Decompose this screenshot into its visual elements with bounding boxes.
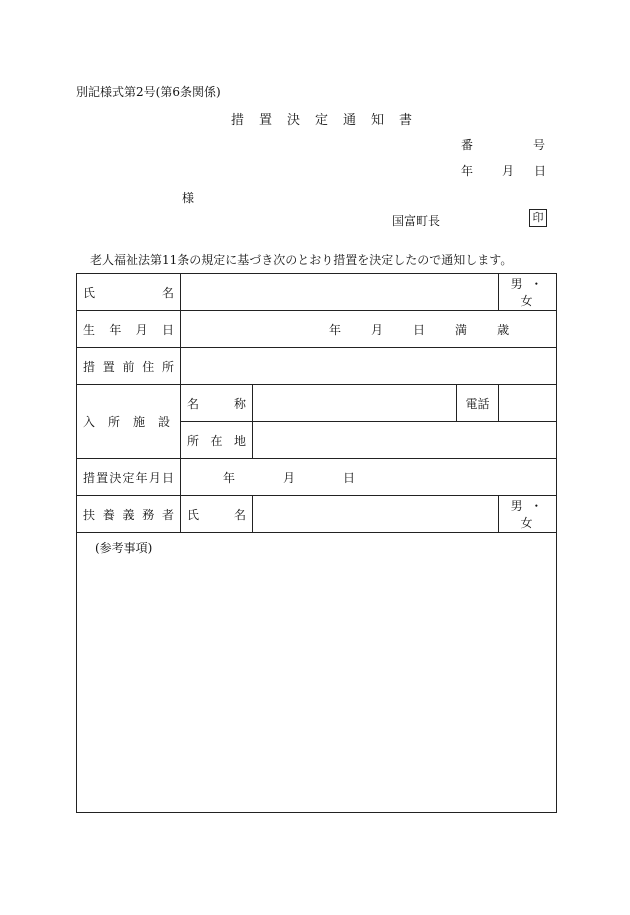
name-field[interactable] bbox=[181, 274, 499, 311]
birthdate-label: 生年月日 bbox=[77, 311, 181, 348]
row-birthdate bbox=[77, 311, 557, 348]
guardian-name-label: 氏名 bbox=[181, 496, 253, 533]
gender-field[interactable]: 男 ・ 女 bbox=[499, 274, 557, 311]
guardian-gender-field[interactable]: 男 ・ 女 bbox=[499, 496, 557, 533]
number-suffix: 号 bbox=[533, 138, 546, 152]
decision-day: 日 bbox=[343, 470, 356, 485]
row-decision-date bbox=[77, 459, 557, 496]
number-label: 番 bbox=[461, 138, 474, 152]
row-prev-address bbox=[77, 348, 557, 385]
day-label: 日 bbox=[534, 164, 547, 178]
row-guardian bbox=[77, 496, 557, 533]
remarks-field[interactable] bbox=[77, 533, 557, 813]
prev-address-field[interactable] bbox=[181, 348, 557, 385]
phone-field[interactable] bbox=[499, 385, 557, 422]
decision-month: 月 bbox=[283, 470, 296, 485]
name-label: 氏名 bbox=[77, 274, 181, 311]
decision-year: 年 bbox=[223, 470, 236, 485]
form-reference: 別記様式第2号(第6条関係) bbox=[76, 85, 221, 99]
seal-stamp: 印 bbox=[529, 209, 547, 227]
guardian-label: 扶養義務者 bbox=[77, 496, 181, 533]
decision-date-field[interactable] bbox=[181, 459, 557, 496]
prev-address-label: 措置前住所 bbox=[77, 348, 181, 385]
notice-form-table bbox=[76, 273, 557, 813]
birth-year: 年 bbox=[329, 322, 342, 337]
row-facility-name bbox=[77, 385, 557, 422]
month-label: 月 bbox=[502, 164, 515, 178]
issue-date bbox=[461, 162, 546, 179]
guardian-name-field[interactable] bbox=[253, 496, 499, 533]
document-title: 措置決定通知書 bbox=[231, 113, 428, 128]
phone-label: 電話 bbox=[457, 385, 499, 422]
decision-date-label: 措置決定年月日 bbox=[77, 459, 181, 496]
birthdate-field[interactable] bbox=[181, 311, 557, 348]
facility-label: 入所施設 bbox=[77, 385, 181, 459]
row-name bbox=[77, 274, 557, 311]
remarks-label: (参考事項) bbox=[95, 541, 153, 555]
issuer-name: 国富町長 bbox=[392, 214, 441, 228]
notice-text: 老人福祉法第11条の規定に基づき次のとおり措置を決定したので通知します。 bbox=[90, 253, 513, 267]
birth-month: 月 bbox=[371, 322, 384, 337]
facility-name-label: 名称 bbox=[181, 385, 253, 422]
age-prefix: 満 bbox=[455, 322, 468, 337]
year-label: 年 bbox=[461, 164, 474, 178]
location-field[interactable] bbox=[253, 422, 557, 459]
addressee-suffix: 様 bbox=[182, 191, 195, 205]
location-label: 所在地 bbox=[181, 422, 253, 459]
row-remarks bbox=[77, 533, 557, 813]
birth-day: 日 bbox=[413, 322, 426, 337]
facility-name-field[interactable] bbox=[253, 385, 457, 422]
age-suffix: 歳 bbox=[497, 322, 510, 337]
